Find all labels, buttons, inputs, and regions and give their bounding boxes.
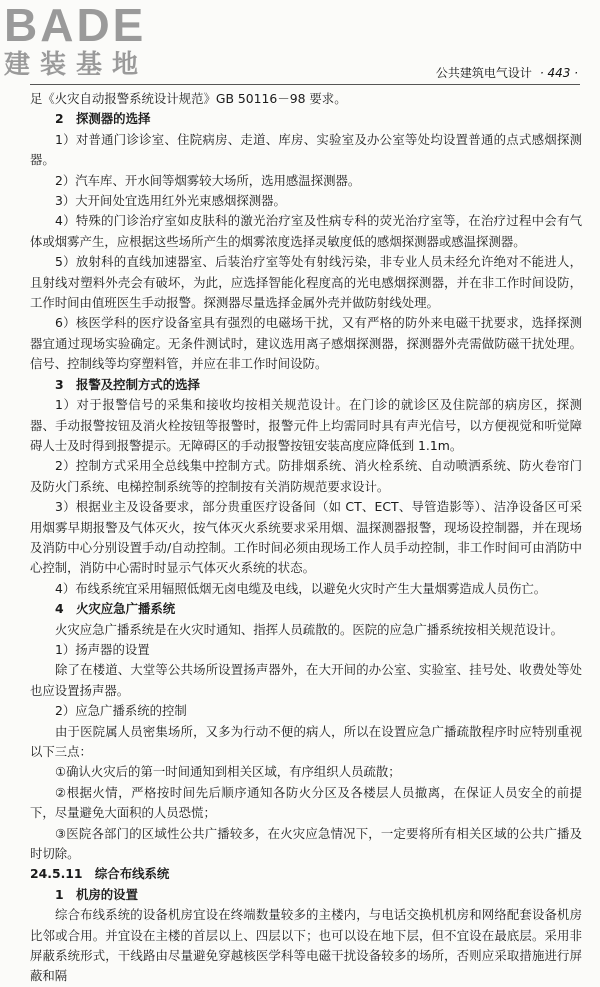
section-heading: 2 探测器的选择 [55, 111, 151, 127]
section-heading: 4 火灾应急广播系统 [55, 601, 176, 617]
book-title: 公共建筑电气设计 [435, 66, 532, 80]
running-header [436, 64, 578, 81]
paragraph: 3）根据业主及设备要求，部分贵重医疗设备间（如 CT、ECT、导管造影等）、洁净设备区可采用烟雾早期报警及气体灭火，按气体灭火系统要求采用烟、温探测器报警，现场设控制器，并在现场及消防中心分别设置手动/自动控制。工作时间必须由现场工作人员手动控制，非工作时间可由消防中心控制，消防中心需时时显示气体灭火系统的状态。 [30, 499, 582, 576]
page-body [30, 89, 582, 987]
paragraph: ③医院各部门的区域性公共广播较多，在火灾应急情况下，一定要将所有相关区域的公共广播及时切除。 [30, 825, 582, 862]
paragraph: 1）扬声器的设置 [55, 641, 150, 657]
paragraph: 综合布线系统的设备机房宜设在终端数量较多的主楼内，与电话交换机机房和网络配套设备机房比邻或合用。并宜设在主楼的首层以上、四层以下；也可以设在地下层，但不宜设在最底层。采用非屏蔽系统形式，干线路由尽量避免穿越核医学科等电磁干扰设备较多的场所，否则应采取措施进行屏蔽和隔 [30, 907, 582, 984]
paragraph: 5）放射科的直线加速器室、后装治疗室等处有射线污染，非专业人员未经允许绝对不能进人，且射线对塑料外壳会有破坏，为此，应选择智能化程度高的光电感烟探测器，并在非工作时间设防，工作时间由值班医生手动报警。探测器尽量选择金属外壳并做防射线处理。 [30, 254, 582, 311]
paragraph: 3）大开间处宜选用红外光束感烟探测器。 [55, 193, 286, 209]
paragraph: ①确认火灾后的第一时间通知到相关区域，有序组织人员疏散； [55, 764, 401, 780]
paragraph: ②根据火情，严格按时间先后顺序通知各防火分区及各楼层人员撤离，在保证人员安全的前提下，尽量避免大面积的人员恐慌； [30, 784, 582, 821]
paragraph: 由于医院属人员密集场所，又多为行动不便的病人，所以在设置应急广播疏散程序时应特别重视以下三点： [30, 723, 582, 759]
page-number: · 443 · [539, 66, 578, 80]
section-heading: 24.5.11 综合布线系统 [30, 866, 170, 882]
logo-subtitle: 建装基地 [4, 50, 149, 80]
header-rule [30, 84, 580, 85]
paragraph: 4）布线系统宜采用辐照低烟无卤电缆及电线，以避免火灾时产生大量烟雾造成人员伤亡。 [55, 580, 547, 596]
paragraph: 火灾应急广播系统是在火灾时通知、指挥人员疏散的。医院的应急广播系统按相关规范设计。 [55, 621, 564, 637]
paragraph: 2）应急广播系统的控制 [55, 703, 187, 719]
paragraph: 足《火灾自动报警系统设计规范》GB 50116－98 要求。 [30, 91, 347, 106]
section-heading: 3 报警及控制方式的选择 [55, 376, 200, 392]
paragraph: 1）对于报警信号的采集和接收均按相关规范设计。在门诊的就诊区及住院部的病房区，探测器、手动报警按钮及消火栓按钮等报警时，报警元件上均需同时具有声光信号，以方便视觉和听觉障碍人士及时得到报警提示。无障碍区的手动报警按钮安装高度应降低到 1.1m。 [30, 397, 582, 453]
paragraph: 6）核医学科的医疗设备室具有强烈的电磁场干扰，又有严格的防外来电磁干扰要求，选择探测器宜通过现场实验确定。无条件测试时，建议选用离子感烟探测器，探测器外壳需做防磁干扰处理。信号、控制线等均穿塑料管，并应在非工作时间设防。 [30, 315, 582, 372]
paragraph: 4）特殊的门诊治疗室如皮肤科的激光治疗室及性病专科的荧光治疗室等，在治疗过程中会有气体或烟雾产生，应根据这些场所产生的烟雾浓度选择灵敏度低的感烟探测器或感温探测器。 [30, 213, 582, 249]
paragraph: 1）对普通门诊诊室、住院病房、走道、库房、实验室及办公室等处均设置普通的点式感烟探测器。 [30, 131, 582, 168]
paragraph: 2）汽车库、开水间等烟雾较大场所，选用感温探测器。 [55, 172, 361, 188]
logo-wordmark: BADE [4, 0, 147, 51]
logo [4, 2, 148, 80]
paragraph: 2）控制方式采用全总线集中控制方式。防排烟系统、消火栓系统、自动喷洒系统、防火卷帘门及防火门系统、电梯控制系统等的控制按有关消防规范要求设计。 [30, 458, 582, 494]
section-heading: 1 机房的设置 [55, 886, 138, 902]
paragraph: 除了在楼道、大堂等公共场所设置扬声器外，在大开间的办公室、实验室、挂号处、收费处等处也应设置扬声器。 [30, 662, 582, 698]
